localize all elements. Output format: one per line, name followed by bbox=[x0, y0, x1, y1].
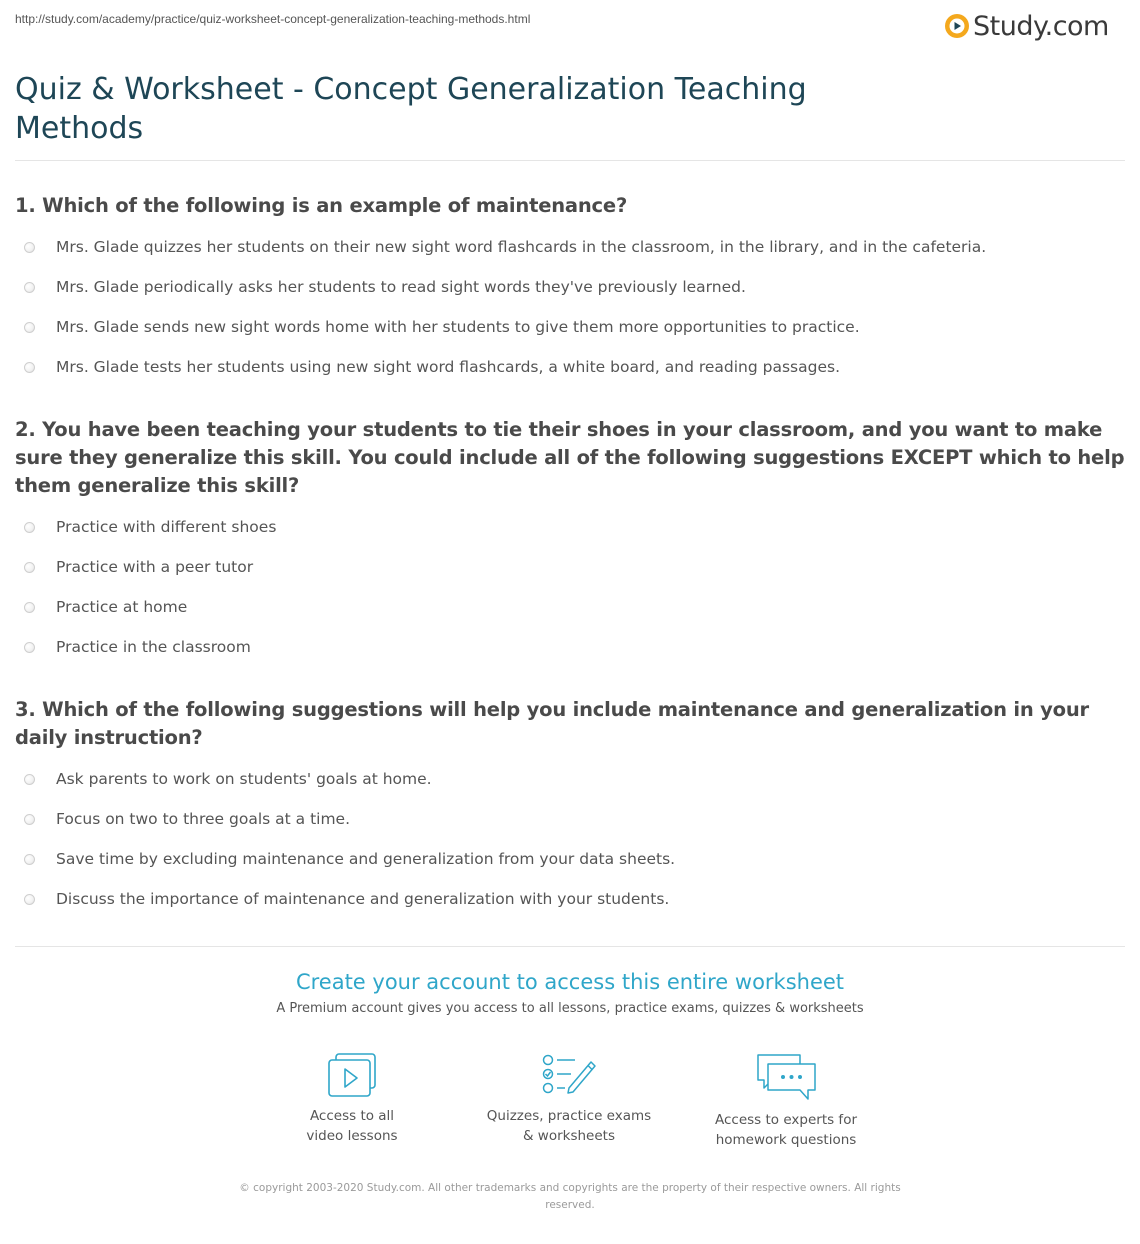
cta-divider bbox=[15, 946, 1125, 947]
answer-option[interactable] bbox=[15, 627, 1127, 667]
feature-line: video lessons bbox=[306, 1128, 398, 1144]
copyright-notice bbox=[215, 1180, 925, 1214]
feature-experts bbox=[686, 1052, 886, 1150]
question-text: 3. Which of the following suggestions will help you include maintenance and generalization in your daily instruction? bbox=[15, 698, 1089, 749]
option-label: Ask parents to work on students' goals at home. bbox=[56, 770, 432, 788]
study-logo[interactable] bbox=[944, 8, 1109, 44]
page-url: http://study.com/academy/practice/quiz-worksheet-concept-generalization-teaching-methods.html bbox=[15, 12, 531, 26]
create-account-link[interactable]: Create your account to access this entire worksheet bbox=[295, 970, 845, 994]
option-label: Save time by excluding maintenance and generalization from your data sheets. bbox=[56, 850, 676, 868]
title-divider bbox=[15, 160, 1125, 161]
option-label: Mrs. Glade sends new sight words home with her students to give them more opportunities to practice. bbox=[56, 318, 860, 336]
radio-button[interactable] bbox=[24, 522, 35, 533]
answer-option[interactable] bbox=[15, 267, 1127, 307]
option-label: Mrs. Glade periodically asks her students to read sight words they've previously learned. bbox=[56, 278, 746, 296]
option-label: Mrs. Glade tests her students using new sight word flashcards, a white board, and reading passages. bbox=[56, 358, 840, 376]
answer-option[interactable] bbox=[15, 307, 1127, 347]
answer-option[interactable] bbox=[15, 759, 1127, 799]
question-text: 2. You have been teaching your students to tie their shoes in your classroom, and you want to make sure they generalize this skill. You could include all of the following suggestions EXCEPT which to help them generalize this skill? bbox=[15, 418, 1125, 497]
cta-subtitle: A Premium account gives you access to all lessons, practice exams, quizzes & worksheets bbox=[276, 1001, 864, 1016]
copyright-line: © copyright 2003-2020 Study.com. All other trademarks and copyrights are the property of their respective owners. All rights bbox=[239, 1182, 901, 1194]
question-text: 1. Which of the following is an example of maintenance? bbox=[15, 194, 628, 217]
answer-option[interactable] bbox=[15, 347, 1127, 387]
feature-line: Access to all bbox=[309, 1108, 395, 1124]
answer-option[interactable] bbox=[15, 227, 1127, 267]
radio-button[interactable] bbox=[24, 642, 35, 653]
radio-button[interactable] bbox=[24, 322, 35, 333]
question-3 bbox=[15, 696, 1127, 919]
answer-option[interactable] bbox=[15, 507, 1127, 547]
radio-button[interactable] bbox=[24, 362, 35, 373]
radio-button[interactable] bbox=[24, 774, 35, 785]
option-label: Practice at home bbox=[56, 598, 188, 616]
option-label: Practice with a peer tutor bbox=[56, 558, 254, 576]
answer-option[interactable] bbox=[15, 839, 1127, 879]
radio-button[interactable] bbox=[24, 282, 35, 293]
radio-button[interactable] bbox=[24, 602, 35, 613]
answer-option[interactable] bbox=[15, 879, 1127, 919]
feature-line: & worksheets bbox=[522, 1128, 615, 1144]
option-label: Mrs. Glade quizzes her students on their new sight word flashcards in the classroom, in the library, and in the cafeteria. bbox=[56, 238, 987, 256]
radio-button[interactable] bbox=[24, 562, 35, 573]
page-title: Quiz & Worksheet - Concept Generalization Teaching Methods bbox=[15, 72, 807, 146]
answer-options bbox=[15, 507, 1127, 667]
video-lessons-icon bbox=[326, 1052, 378, 1098]
option-label: Practice in the classroom bbox=[56, 638, 251, 656]
answer-options bbox=[15, 227, 1127, 387]
question-2 bbox=[15, 416, 1127, 667]
radio-button[interactable] bbox=[24, 242, 35, 253]
radio-button[interactable] bbox=[24, 894, 35, 905]
answer-option[interactable] bbox=[15, 587, 1127, 627]
answer-option[interactable] bbox=[15, 547, 1127, 587]
radio-button[interactable] bbox=[24, 814, 35, 825]
copyright-line: reserved. bbox=[545, 1199, 595, 1211]
chat-bubbles-icon bbox=[754, 1052, 818, 1102]
option-label: Focus on two to three goals at a time. bbox=[56, 810, 351, 828]
answer-option[interactable] bbox=[15, 799, 1127, 839]
option-label: Discuss the importance of maintenance and generalization with your students. bbox=[56, 890, 670, 908]
question-1 bbox=[15, 192, 1127, 387]
feature-line: homework questions bbox=[715, 1132, 857, 1148]
brand-name: Study.com bbox=[973, 10, 1109, 42]
feature-video-lessons bbox=[252, 1052, 452, 1146]
play-circle-icon bbox=[944, 13, 970, 39]
feature-line: Access to experts for bbox=[714, 1112, 857, 1128]
radio-button[interactable] bbox=[24, 854, 35, 865]
quiz-checklist-icon bbox=[541, 1052, 597, 1098]
feature-quizzes bbox=[469, 1052, 669, 1146]
feature-line: Quizzes, practice exams bbox=[486, 1108, 652, 1124]
answer-options bbox=[15, 759, 1127, 919]
option-label: Practice with different shoes bbox=[56, 518, 277, 536]
